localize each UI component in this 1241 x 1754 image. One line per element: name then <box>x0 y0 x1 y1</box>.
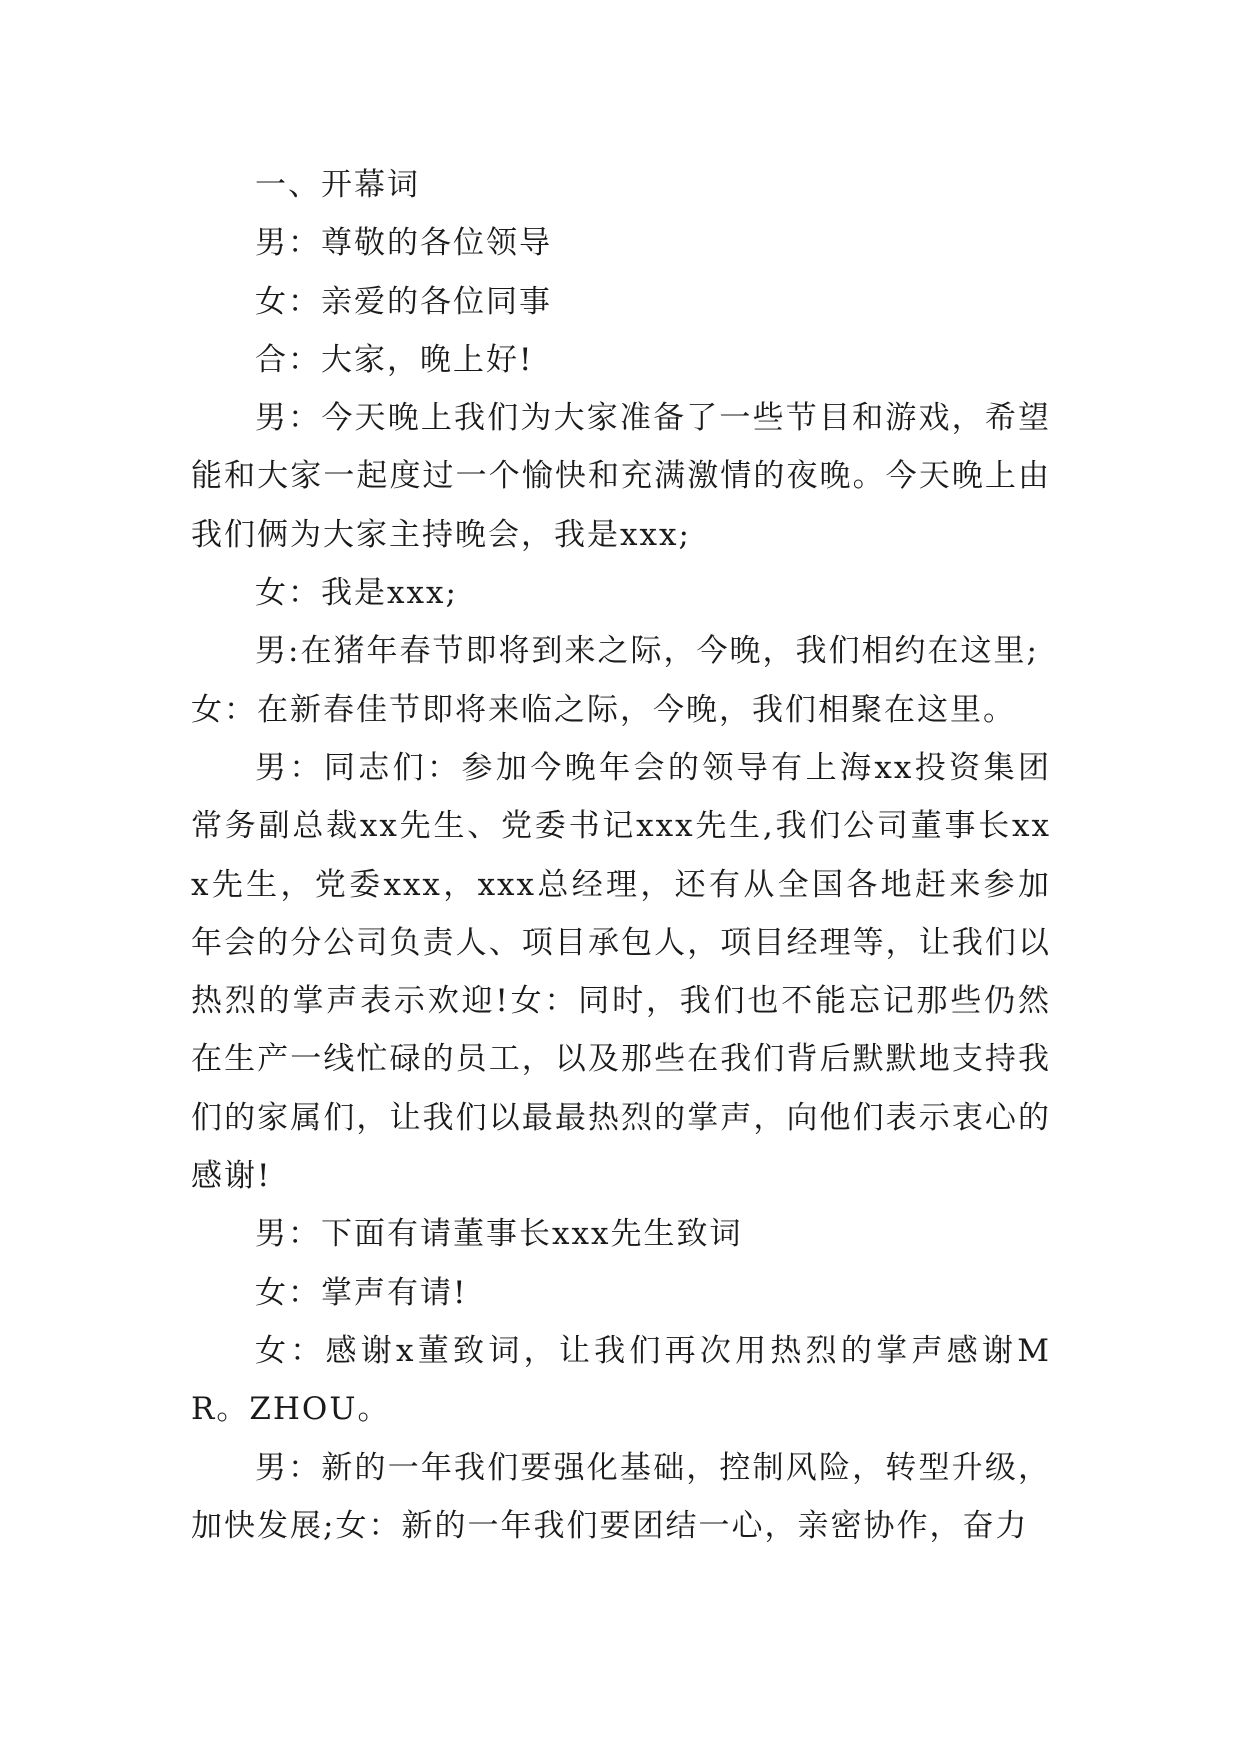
paragraph: 男：同志们：参加今晚年会的领导有上海xx投资集团常务副总裁xx先生、党委书记xxx先生,我们公司董事长xxx先生，党委xxx，xxx总经理，还有从全国各地赶来参加年会的分公司负责人、项目承包人，项目经理等，让我们以热烈的掌声表示欢迎!女：同时，我们也不能忘记那些仍然在生产一线忙碌的员工，以及那些在我们背后默默地支持我们的家属们，让我们以最最热烈的掌声，向他们表示衷心的感谢! <box>191 749 1051 1195</box>
paragraph: 男:在猪年春节即将到来之际，今晚，我们相约在这里; <box>255 633 1039 670</box>
paragraph: 男：下面有请董事长xxx先生致词 <box>255 1216 743 1253</box>
section-heading: 一、开幕词 <box>255 167 420 203</box>
paragraph: 合：大家，晚上好! <box>255 341 534 378</box>
paragraph: 男：尊敬的各位领导 <box>255 225 552 262</box>
paragraph: 女：亲爱的各位同事 <box>255 283 552 320</box>
paragraph: 女：在新春佳节即将来临之际，今晚，我们相聚在这里。 <box>191 691 1016 728</box>
paragraph: 男：今天晚上我们为大家准备了一些节目和游戏，希望能和大家一起度过一个愉快和充满激情的夜晚。今天晚上由我们俩为大家主持晚会，我是xxx; <box>191 400 1051 553</box>
paragraph: 女：掌声有请! <box>255 1274 468 1311</box>
paragraph: 男：新的一年我们要强化基础，控制风险，转型升级，加快发展;女：新的一年我们要团结一心，亲密协作，奋力 <box>191 1449 1051 1544</box>
paragraph: 女：感谢x董致词，让我们再次用热烈的掌声感谢MR。ZHOU。 <box>191 1332 1051 1428</box>
paragraph: 女：我是xxx; <box>255 575 458 612</box>
document-body <box>191 156 1051 1555</box>
